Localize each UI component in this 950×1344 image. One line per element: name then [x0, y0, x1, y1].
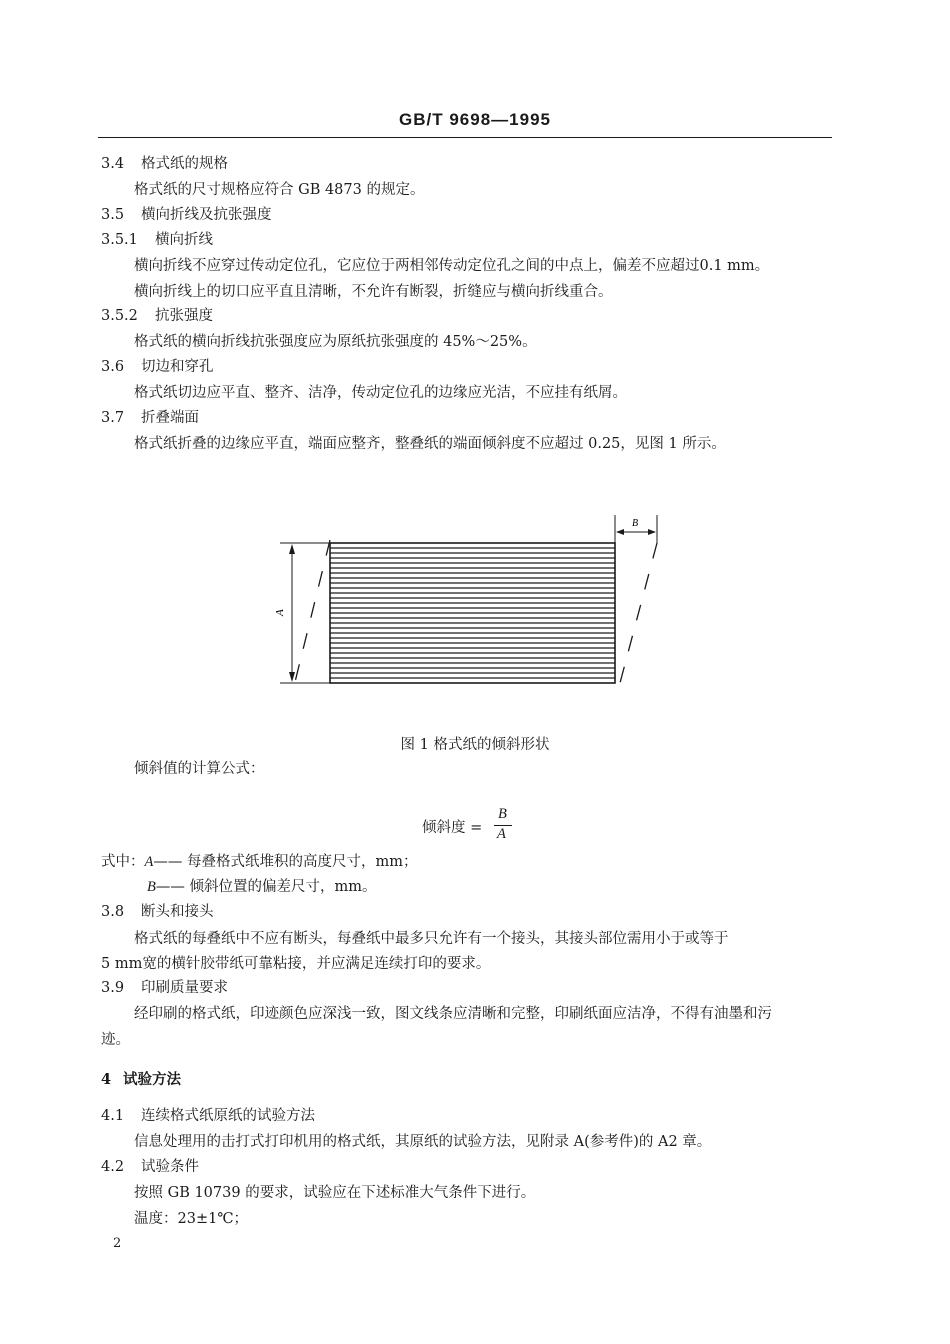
formula-numerator: B: [498, 806, 507, 822]
dim-a-label: A: [274, 609, 286, 616]
dim-b-arrow-right: [648, 529, 656, 535]
section-3-5-2-heading: 3.5.2 抗张强度: [101, 308, 213, 324]
section-3-7-heading: 3.7 折叠端面: [101, 410, 199, 426]
section-4-1-body: 信息处理用的击打式打印机用的格式纸，其原纸的试验方法，见附录 A(参考件)的 A2 章。: [134, 1134, 712, 1150]
section-3-6-body: 格式纸切边应平直、整齐、洁净，传动定位孔的边缘应光洁，不应挂有纸屑。: [134, 385, 627, 401]
section-4-2-body-line2: 温度：23±1℃；: [134, 1211, 249, 1227]
section-4-1-heading: 4.1 连续格式纸原纸的试验方法: [101, 1108, 315, 1124]
standard-code-header: GB/T 9698—1995: [399, 110, 551, 129]
section-3-8-body-line1: 格式纸的每叠纸中不应有断头，每叠纸中最多只允许有一个接头，其接头部位需用小于或等于: [134, 931, 729, 947]
section-3-4-body: 格式纸的尺寸规格应符合 GB 4873 的规定。: [134, 182, 425, 198]
header-rule: [98, 137, 832, 138]
formula-lhs: 倾斜度 =: [422, 820, 483, 836]
left-tilt-reference-line: [295, 540, 330, 682]
section-4-2-body-line1: 按照 GB 10739 的要求，试验应在下述标准大气条件下进行。: [134, 1185, 536, 1201]
section-3-4-heading: 3.4 格式纸的规格: [101, 156, 228, 172]
formula-denominator: A: [497, 826, 506, 842]
section-3-9-body-line2: 迹。: [101, 1032, 130, 1048]
dim-b-label: B: [632, 518, 639, 529]
formula-intro: 倾斜值的计算公式：: [134, 761, 265, 777]
dim-b-arrow-left: [616, 529, 624, 535]
section-3-9-heading: 3.9 印刷质量要求: [101, 980, 228, 996]
where-b-line: B—— 倾斜位置的偏差尺寸，mm。: [147, 879, 377, 895]
section-3-5-1-body-line2: 横向折线上的切口应平直且清晰，不允许有断裂，折缝应与横向折线重合。: [134, 284, 613, 300]
figure-1-caption: 图 1 格式纸的倾斜形状: [400, 737, 550, 753]
section-3-8-heading: 3.8 断头和接头: [101, 904, 214, 920]
section-3-5-2-body: 格式纸的横向折线抗张强度应为原纸抗张强度的 45%～25%。: [134, 334, 537, 350]
right-tilt-reference-line: [620, 543, 657, 683]
page-number: 2: [113, 1236, 122, 1251]
section-4-heading: 4 试验方法: [101, 1071, 181, 1088]
figure-1-tilt-diagram: [270, 510, 670, 700]
paper-stack-sheets: [330, 548, 615, 678]
section-4-2-heading: 4.2 试验条件: [101, 1159, 199, 1175]
section-3-5-1-heading: 3.5.1 横向折线: [101, 232, 213, 248]
section-3-8-body-line2: 5 mm宽的横针胶带纸可靠粘接，并应满足连续打印的要求。: [101, 956, 491, 972]
where-a-line: 式中：A—— 每叠格式纸堆积的高度尺寸，mm；: [101, 854, 418, 870]
section-3-6-heading: 3.6 切边和穿孔: [101, 359, 214, 375]
dim-a-arrow-bottom: [289, 672, 295, 682]
section-3-9-body-line1: 经印刷的格式纸，印迹颜色应深浅一致，图文线条应清晰和完整，印刷纸面应洁净，不得有油墨和污: [134, 1006, 772, 1022]
section-3-7-body: 格式纸折叠的边缘应平直，端面应整齐，整叠纸的端面倾斜度不应超过 0.25，见图 1 所示。: [134, 436, 726, 452]
section-3-5-1-body-line1: 横向折线不应穿过传动定位孔，它应位于两相邻传动定位孔之间的中点上，偏差不应超过0.1 mm。: [134, 258, 770, 274]
section-3-5-heading: 3.5 横向折线及抗张强度: [101, 207, 272, 223]
dim-a-arrow-top: [289, 544, 295, 554]
